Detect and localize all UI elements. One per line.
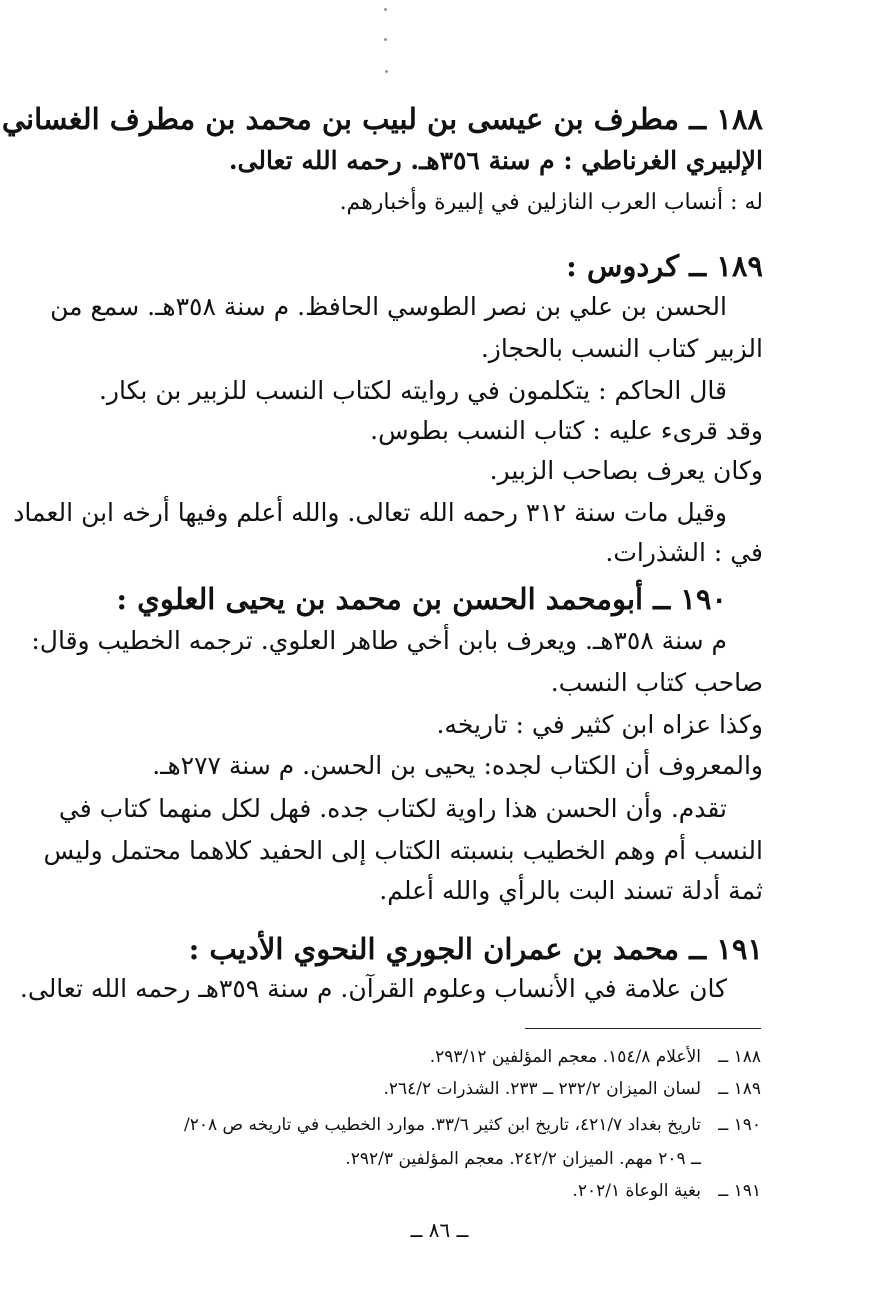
entry-191-line: كان علامة في الأنساب وعلوم القرآن. م سنة ٣٥٩هـ رحمه الله تعالى. bbox=[19, 974, 727, 1003]
entry-188-heading: ١٨٨ ــ مطرف بن عيسى بن لبيب بن محمد بن مطرف الغساني bbox=[1, 102, 763, 136]
footnote-text: تاريخ بغداد ٤٢١/٧، تاريخ ابن كثير ٣٣/٦. موارد الخطيب في تاريخه ص ٢٠٨/ bbox=[183, 1115, 701, 1135]
entry-190-line: م سنة ٣٥٨هـ. ويعرف بابن أخي طاهر العلوي. ترجمه الخطيب وقال: bbox=[31, 626, 727, 655]
footnote-text: لسان الميزان ٢٣٢/٢ ــ ٢٣٣. الشذرات ٢٦٤/٢. bbox=[383, 1079, 701, 1099]
entry-190-line: صاحب كتاب النسب. bbox=[550, 668, 763, 697]
footnote-number: ١٨٩ ــ bbox=[718, 1079, 761, 1099]
footnote-number: ١٩١ ــ bbox=[718, 1181, 761, 1201]
entry-189-line: قال الحاكم : يتكلمون في روايته لكتاب النسب للزبير بن بكار. bbox=[98, 376, 727, 405]
footnote-number: ١٨٨ ــ bbox=[718, 1047, 761, 1067]
entry-190-line: ثمة أدلة تسند البت بالرأي والله أعلم. bbox=[379, 876, 763, 905]
entry-190-line: والمعروف أن الكتاب لجده: يحيى بن الحسن. م سنة ٢٧٧هـ. bbox=[152, 751, 763, 780]
entry-190-line: وكذا عزاه ابن كثير في : تاريخه. bbox=[436, 710, 763, 739]
footnote-number: ١٩٠ ــ bbox=[718, 1115, 761, 1135]
scan-speck bbox=[384, 8, 387, 11]
entry-188-heading-cont: الإلبيري الغرناطي : م سنة ٣٥٦هـ. رحمه الله تعالى. bbox=[228, 146, 763, 175]
footnote-text: ــ ٢٠٩ مهم. الميزان ٢٤٢/٢. معجم المؤلفين ٢٩٢/٣. bbox=[345, 1149, 701, 1169]
entry-191-heading: ١٩١ ــ محمد بن عمران الجوري النحوي الأديب : bbox=[188, 932, 763, 966]
entry-189-line: وكان يعرف بصاحب الزبير. bbox=[489, 456, 763, 485]
scan-speck bbox=[384, 38, 387, 41]
entry-190-heading: ١٩٠ ــ أبومحمد الحسن بن محمد بن يحيى العلوي : bbox=[116, 582, 727, 616]
footnote-text: الأعلام ١٥٤/٨. معجم المؤلفين ٢٩٣/١٢. bbox=[429, 1047, 701, 1067]
page-number: ــ ٨٦ ــ bbox=[410, 1218, 469, 1242]
footnote-separator bbox=[525, 1028, 761, 1029]
entry-189-line: الزبير كتاب النسب بالحجاز. bbox=[480, 334, 763, 363]
entry-190-line: النسب أم وهم الخطيب بنسبته الكتاب إلى الحفيد كلاهما محتمل وليس bbox=[43, 836, 763, 865]
entry-189-line: وقيل مات سنة ٣١٢ رحمه الله تعالى. والله أعلم وفيها أرخه ابن العماد bbox=[13, 498, 727, 527]
entry-189-line: في : الشذرات. bbox=[605, 538, 763, 567]
footnote-text: بغية الوعاة ٢٠٢/١. bbox=[572, 1181, 701, 1201]
entry-190-line: تقدم. وأن الحسن هذا راوية لكتاب جده. فهل لكل منهما كتاب في bbox=[58, 794, 727, 823]
entry-189-line: وقد قرىء عليه : كتاب النسب بطوس. bbox=[370, 416, 763, 445]
entry-189-heading: ١٨٩ ــ كردوس : bbox=[566, 249, 763, 283]
entry-189-line: الحسن بن علي بن نصر الطوسي الحافظ. م سنة ٣٥٨هـ. سمع من bbox=[50, 292, 727, 321]
entry-188-text: له : أنساب العرب النازلين في إلبيرة وأخبارهم. bbox=[339, 190, 763, 215]
scan-speck bbox=[385, 70, 388, 73]
